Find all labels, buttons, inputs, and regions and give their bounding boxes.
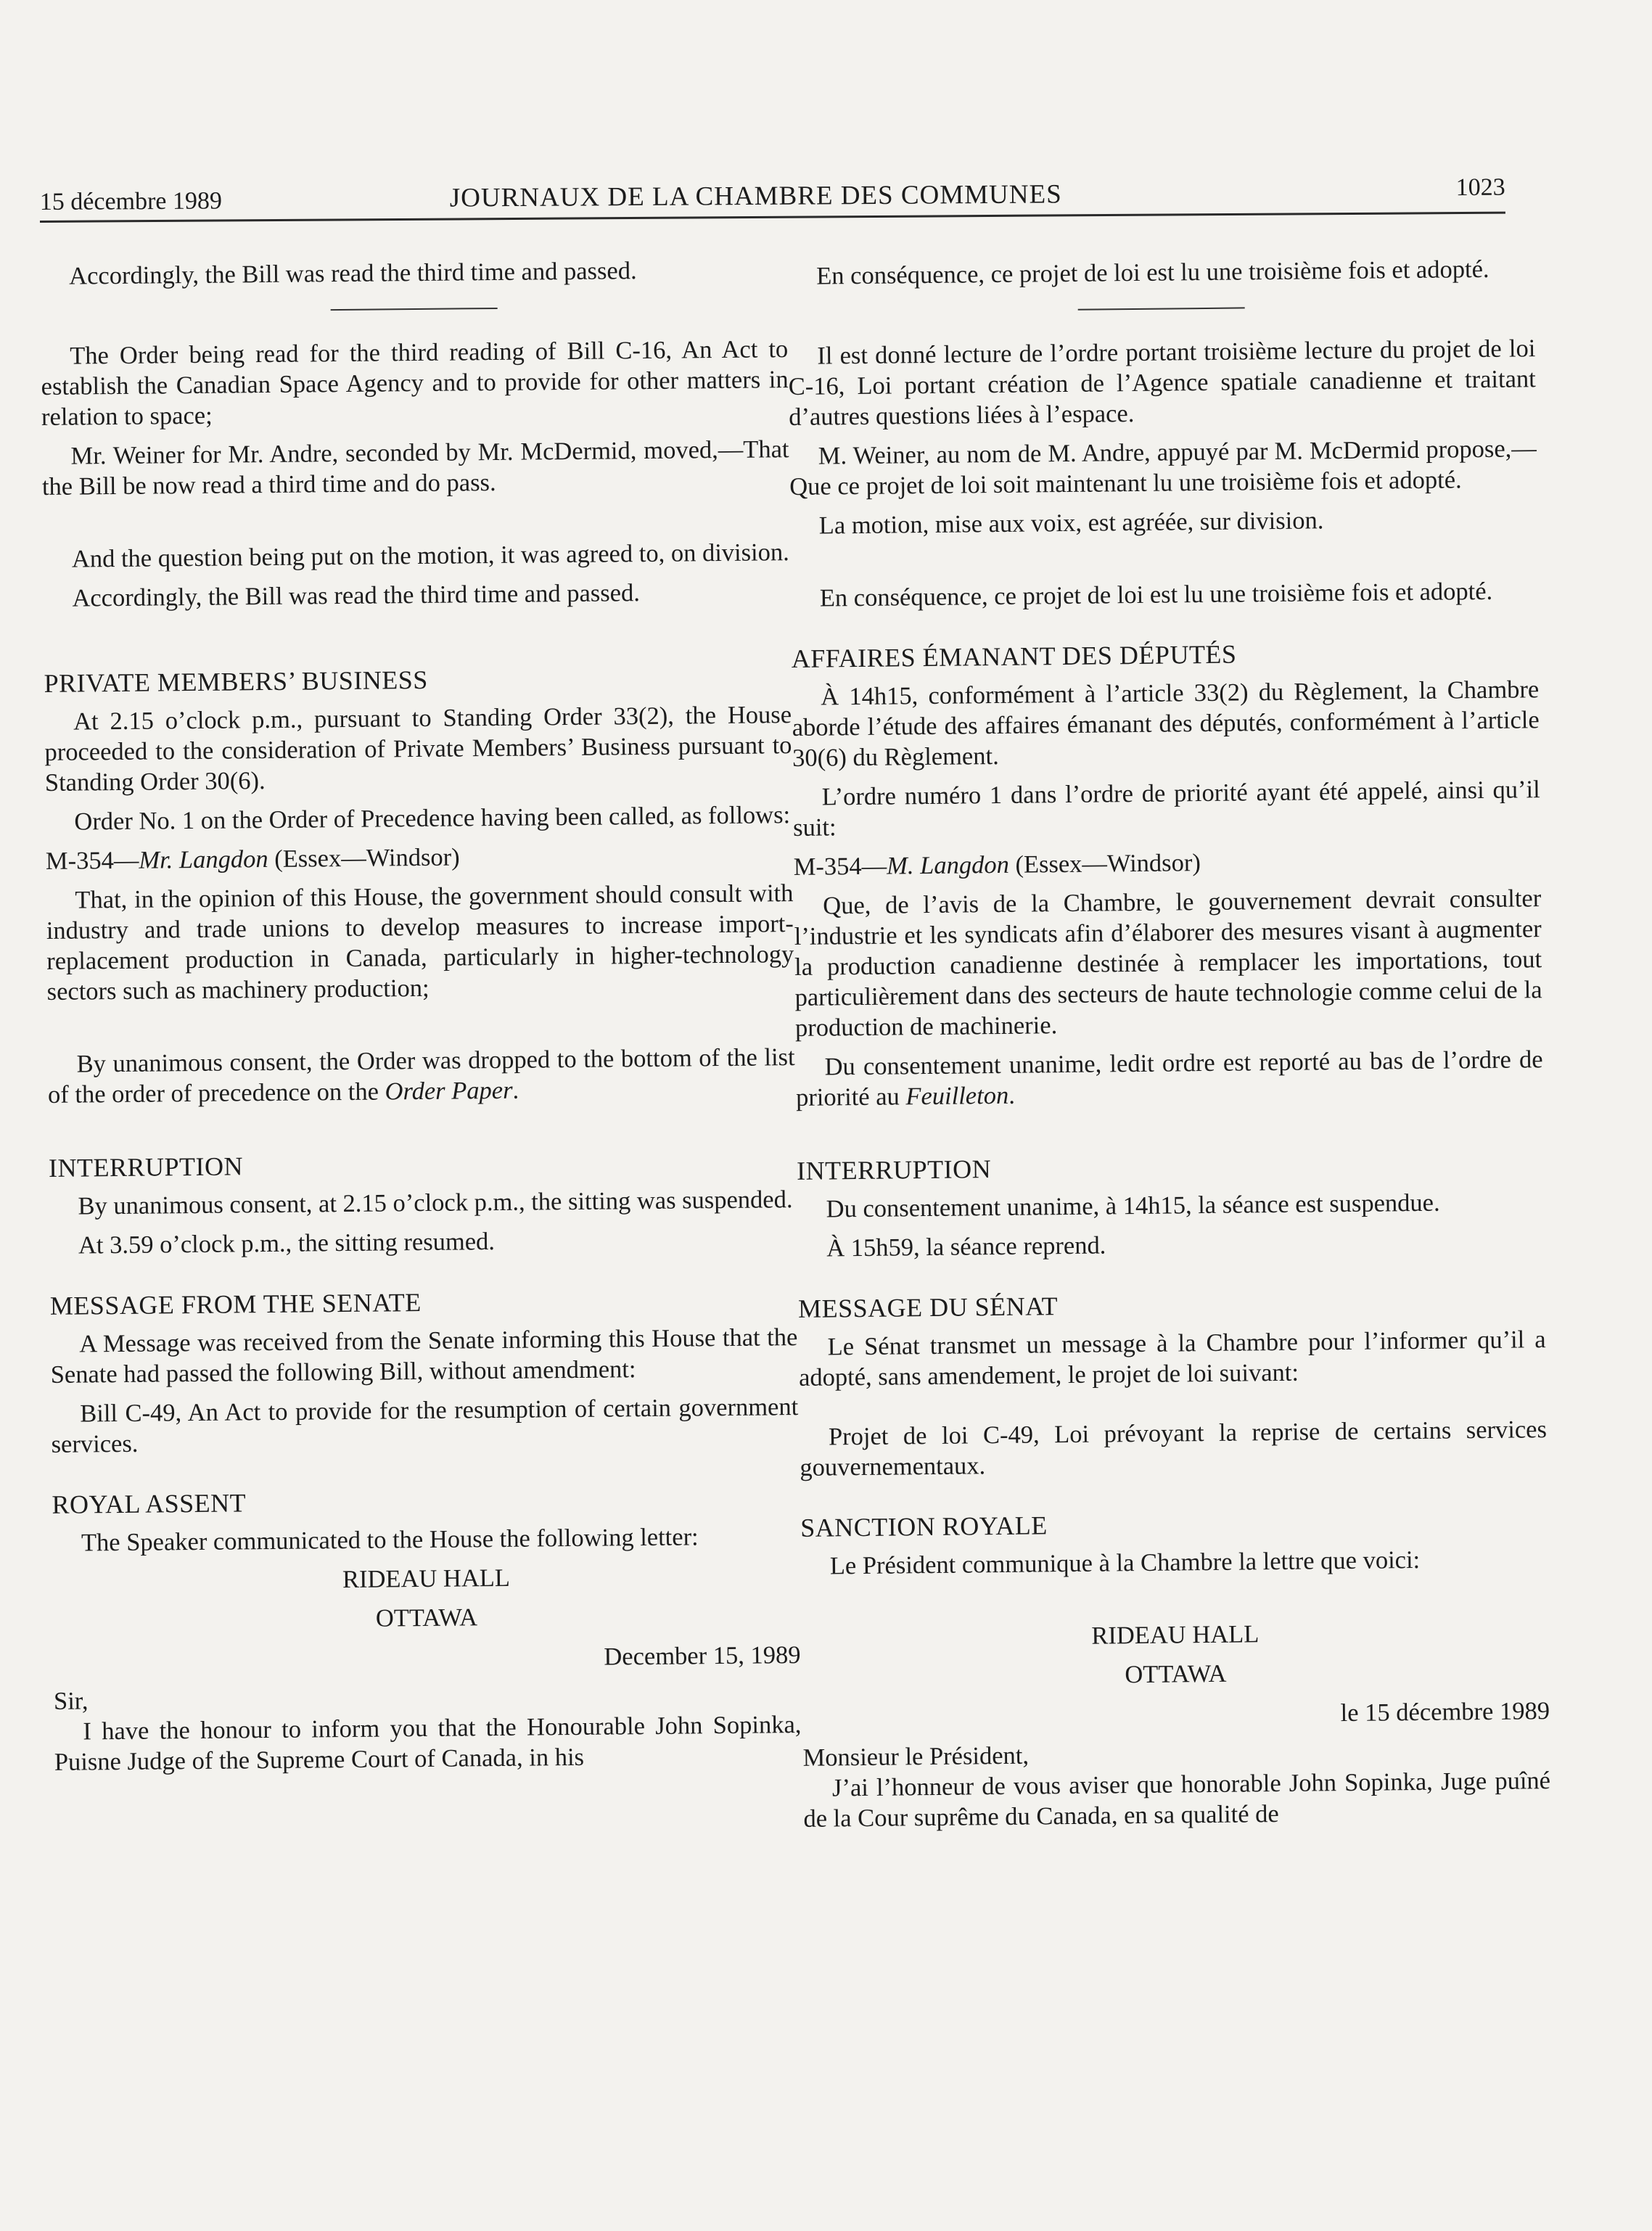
- paragraph: À 14h15, conformément à l’article 33(2) du Règlement, la Chambre aborde l’étude des affaires émanant des députés, conformément à l’article 30(6) du Règlement.: [792, 675, 1540, 772]
- text: Du consentement unanime, ledit ordre est reporté au bas de l’ordre de priorité au: [795, 1045, 1543, 1112]
- paragraph: Il est donné lecture de l’ordre portant troisième lecture du projet de loi C-16, Loi portant création de l’Agence spatiale canadienne et traitant d’autres questions liées à l’espace.: [788, 334, 1536, 431]
- paragraph: Le Sénat transmet un message à la Chambre pour l’informer qu’il a adopté, sans amendement, le projet de loi suivant:: [798, 1326, 1546, 1392]
- paragraph: Projet de loi C-49, Loi prévoyant la reprise de certains services gouvernementaux.: [800, 1416, 1548, 1482]
- header-title: JOURNAUX DE LA CHAMBRE DES COMMUNES: [449, 179, 1062, 213]
- riding: (Essex—Windsor): [268, 843, 460, 874]
- paragraph: At 2.15 o’clock p.m., pursuant to Standing Order 33(2), the House proceeded to the consideration of Private Members’ Business pursuant to Standing Order 30(6).: [44, 701, 792, 797]
- page-number: 1023: [1455, 173, 1505, 202]
- address-line: RIDEAU HALL: [1091, 1620, 1259, 1650]
- riding: (Essex—Windsor): [1008, 849, 1201, 879]
- member-name: Mr. Langdon: [139, 845, 268, 874]
- paragraph: At 3.59 o’clock p.m., the sitting resumed.: [78, 1228, 496, 1260]
- section-heading: MESSAGE FROM THE SENATE: [49, 1288, 422, 1320]
- paragraph: That, in the opinion of this House, the government should consult with industry and trade unions to develop measures to increase import-replacement production in Canada, particularly in higher-technology sectors such as machinery production;: [46, 879, 794, 1006]
- address-line: OTTAWA: [375, 1603, 478, 1632]
- header-date: 15 décembre 1989: [39, 187, 223, 216]
- paragraph: The Order being read for the third reading of Bill C-16, An Act to establish the Canadian Space Agency and to provide for other matters in relation to space;: [41, 335, 789, 431]
- section-heading: AFFAIRES ÉMANANT DES DÉPUTÉS: [791, 639, 1237, 673]
- letter-date: le 15 décembre 1989: [1340, 1697, 1550, 1727]
- paragraph: By unanimous consent, at 2.15 o’clock p.m., the sitting was suspended.: [78, 1186, 793, 1220]
- paragraph: La motion, mise aux voix, est agréée, sur division.: [818, 506, 1324, 540]
- paragraph: And the question being put on the motion, it was agreed to, on division.: [71, 538, 789, 573]
- motion-number: M-354—: [793, 852, 887, 881]
- member-name: M. Langdon: [886, 850, 1010, 880]
- address-line: OTTAWA: [1125, 1659, 1227, 1689]
- paragraph: [47, 1042, 795, 1110]
- paragraph: L’ordre numéro 1 dans l’ordre de priorité ayant été appelé, ainsi qu’il suit:: [792, 776, 1540, 842]
- paragraph: Mr. Weiner for Mr. Andre, seconded by Mr. McDermid, moved,—That the Bill be now read a third time and do pass.: [41, 435, 789, 501]
- text: By unanimous consent, the Order was dropped to the bottom of the list of the order of precedence on the: [47, 1043, 795, 1109]
- paragraph: Le Président communique à la Chambre la lettre que voici:: [829, 1545, 1421, 1580]
- paragraph: En conséquence, ce projet de loi est lu une troisième fois et adopté.: [819, 577, 1493, 612]
- feuilleton-ref: Feuilleton: [905, 1081, 1009, 1111]
- paragraph: I have the honour to inform you that the Honourable John Sopinka, Puisne Judge of the Supreme Court of Canada, in his: [54, 1711, 802, 1776]
- paragraph: J’ai l’honneur de vous aviser que honorable John Sopinka, Juge puîné de la Cour suprême du Canada, en sa qualité de: [803, 1767, 1551, 1833]
- paragraph: À 15h59, la séance reprend.: [826, 1231, 1106, 1262]
- section-divider: [1078, 307, 1245, 310]
- paragraph: Bill C-49, An Act to provide for the resumption of certain government services.: [51, 1393, 799, 1458]
- salutation: Sir,: [53, 1687, 89, 1715]
- french-column: [787, 253, 1551, 1843]
- text: .: [512, 1076, 519, 1104]
- paragraph: Que, de l’avis de la Chambre, le gouvernement devrait consulter l’industrie et les syndicats afin d’élaborer des mesures visant à augmenter la production canadienne destinée à remplacer les importations, tout particulièrement dans des secteurs de haute technologie comme celui de la production de machinerie.: [794, 884, 1542, 1042]
- letter-date: December 15, 1989: [604, 1641, 801, 1671]
- paragraph: [795, 1044, 1543, 1113]
- paragraph: Accordingly, the Bill was read the third time and passed.: [69, 257, 637, 290]
- motion-reference: [46, 839, 793, 876]
- paragraph: A Message was received from the Senate informing this House that the Senate had passed the following Bill, without amendment:: [50, 1323, 798, 1389]
- section-heading: INTERRUPTION: [796, 1154, 992, 1186]
- order-paper-ref: Order Paper: [385, 1076, 513, 1106]
- paragraph: M. Weiner, au nom de M. Andre, appuyé par M. McDermid propose,—Que ce projet de loi soit maintenant lu une troisième fois et adopté.: [789, 435, 1537, 501]
- paragraph: En conséquence, ce projet de loi est lu une troisième fois et adopté.: [816, 255, 1489, 290]
- section-heading: ROYAL ASSENT: [52, 1488, 247, 1519]
- motion-reference: [794, 844, 1541, 882]
- address-line: RIDEAU HALL: [342, 1564, 511, 1594]
- paragraph: The Speaker communicated to the House the following letter:: [81, 1523, 699, 1557]
- paragraph: Order No. 1 on the Order of Precedence having been called, as follows:: [74, 801, 791, 836]
- english-column: [40, 254, 802, 1786]
- motion-number: M-354—: [45, 846, 139, 875]
- running-head: [40, 160, 1505, 223]
- section-divider: [331, 308, 498, 311]
- section-heading: SANCTION ROYALE: [800, 1511, 1048, 1542]
- salutation: Monsieur le Président,: [802, 1741, 1030, 1772]
- paragraph: Du consentement unanime, à 14h15, la séance est suspendue.: [826, 1188, 1440, 1223]
- section-heading: PRIVATE MEMBERS’ BUSINESS: [44, 665, 429, 698]
- paragraph: Accordingly, the Bill was read the third time and passed.: [72, 579, 641, 612]
- section-heading: MESSAGE DU SÉNAT: [797, 1291, 1059, 1323]
- section-heading: INTERRUPTION: [48, 1151, 244, 1183]
- text: .: [1008, 1081, 1016, 1109]
